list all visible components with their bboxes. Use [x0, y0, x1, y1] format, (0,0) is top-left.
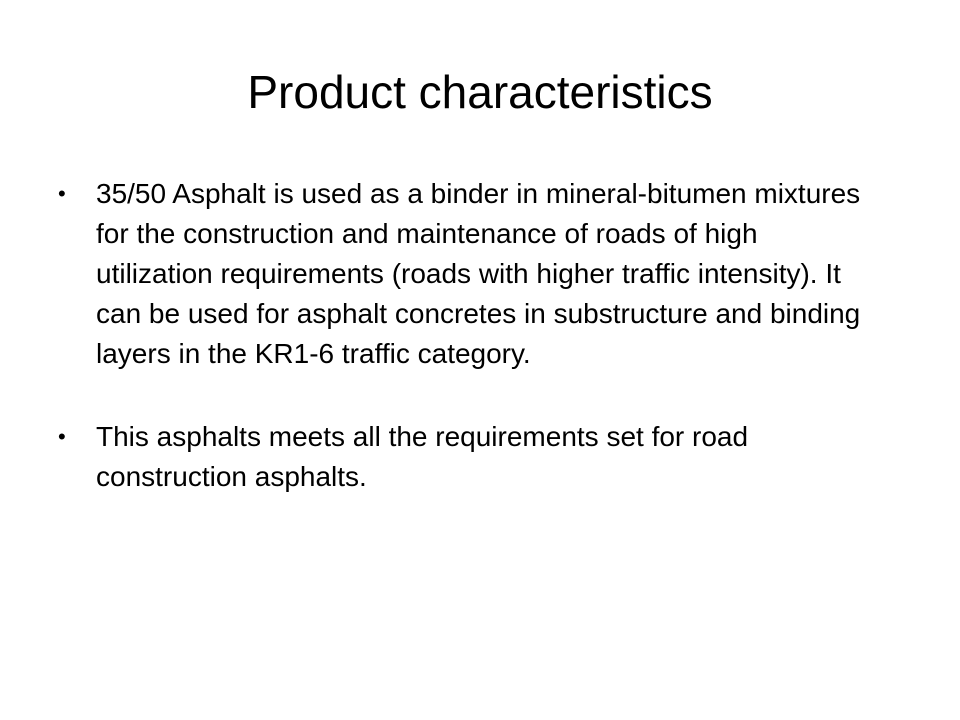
bullet-icon: • — [58, 424, 66, 449]
bullet-text: 35/50 Asphalt is used as a binder in mineral-bitumen mixtures for the construction and maintenance of roads of high utilization requirements (roads with higher traffic intensity). It can be used for asphalt concretes in substructure and binding layers in the KR1-6 traffic category. — [96, 178, 861, 369]
bullet-icon: • — [58, 181, 66, 206]
slide-body — [58, 174, 878, 540]
slide-title: Product characteristics — [247, 66, 713, 118]
bullet-text: This asphalts meets all the requirements set for road construction asphalts. — [96, 421, 749, 492]
bullet-item — [58, 417, 878, 497]
bullet-item — [58, 174, 878, 374]
